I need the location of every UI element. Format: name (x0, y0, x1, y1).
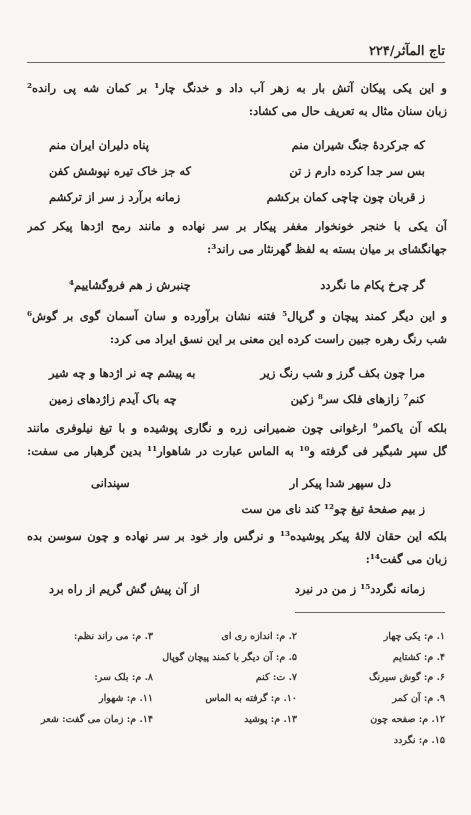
verse-couplet (49, 188, 425, 206)
verse-couplet (49, 136, 425, 154)
verse-hemistich-right: مرا چون بکف گرز و شب رنگ زیر (260, 366, 425, 380)
verse-hemistich-left: پناه دلیران ایران منم (49, 138, 149, 152)
page-header (27, 44, 445, 63)
footnote: ۲. م: اندازه ری ای (221, 631, 297, 642)
footnote: ۱۴. م: زمان می گفت: شعر (41, 714, 153, 725)
footnote: ۱۳. م: پوشید (244, 714, 297, 725)
verse-couplet (91, 474, 391, 492)
footnote: ۷. ت: کنم (255, 672, 297, 683)
verse-hemistich-left: چنبرش ز هم فروگشاییم⁴ (69, 278, 191, 292)
verse-hemistich-left: سپندانی (91, 476, 130, 490)
footnote: ۳. م: می راند نظم: (73, 631, 153, 642)
footnote: ۱۰. م: گرفته به الماس (205, 693, 297, 704)
footnote: ۵. م: آن دیگر با کمند پیچان گوپال (162, 652, 297, 663)
footnote: ۶. م: گوش سیرنگ (369, 672, 445, 683)
body-line: و این یکی پیکان آتش بار به زهر آب داد و خدنگ چار¹ بر کمان شه پی رانده² (27, 81, 447, 95)
verse-hemistich-left: به پیشم چه نر اژدها و چه شیر (49, 366, 196, 380)
verse-couplet (49, 364, 425, 382)
verse-hemistich-right: که جرکردهٔ جنگ شیران منم (291, 138, 425, 152)
verse-couplet (49, 390, 425, 408)
footnote: ۱۵. م: نگردد (393, 735, 445, 746)
body-line: زبان سنان مثال به تعریف حال می کشاد: (248, 104, 447, 118)
verse-hemistich-left: چه باک آیدم زاژدهای زمین (49, 392, 177, 406)
verse-couplet (49, 580, 425, 598)
verse-hemistich-right: ز قربان چون چاچی کمان برکشم (266, 190, 425, 204)
footnote: ۹. م: آن کمر (392, 693, 445, 704)
verse-hemistich-right: گر چرخ پکام ما نگردد (320, 278, 425, 292)
footnote: ۱. م: یکی چهار (383, 631, 445, 642)
verse-couplet (69, 276, 425, 294)
verse-hemistich-left: از آن پیش گش گریم از راه برد (49, 582, 200, 596)
footnote: ۱۱. م: شهوار (98, 693, 153, 704)
verse-couplet (49, 162, 425, 180)
verse-hemistich-left: زمانه برآرد ز سر از ترکشم (49, 190, 181, 204)
page-title: تاج المآثر/۲۲۴ (368, 44, 445, 59)
body-line: و این دیگر کمند پیچان و گرپال⁵ فتنه نشان برآورده و سان آسمان گوی بر گوش⁶ (27, 309, 447, 323)
body-line: بلکه این حقان لالهٔ پیکر پوشیده¹³ و نرگس وار خود بر سر نهاده و چون سوسن بده (27, 529, 447, 543)
body-line: شب رنگ رهره جبین راست کرده این معنی بر این نسق ایراد می کرد: (109, 332, 447, 346)
footnote-separator (295, 612, 445, 613)
body-line: جهانگشای بر میان بسته به لفظ گهرنثار می راند³: (207, 242, 447, 256)
body-line: آن یکی با خنجر خونخوار مغفر پیکار بر سر نهاده و مانند رمح اژدها پیکر کمر (27, 219, 447, 233)
footnote: ۱۲. م: صفحه چون (370, 714, 445, 725)
body-line: بلکه آن یاکمر⁹ ارغوانی چون ضمیرانی زره و نگاری پوشیده و با تیغ نیلوفری مانند (27, 421, 447, 435)
verse-couplet (49, 500, 425, 518)
footnote: ۸. م: بلک سر: (94, 672, 153, 683)
verse-hemistich-right: دل سپهر شدا پیکر ار (289, 476, 391, 490)
body-line: زبان می گفت¹⁴: (365, 552, 447, 566)
verse-hemistich-right: کنم⁷ زازهای فلک سر⁸ زکین (290, 392, 425, 406)
verse-hemistich-left: که جز خاک تیره نپوشش کفن (49, 164, 192, 178)
verse-hemistich-right: بس سر جدا کرده دارم ز تن (289, 164, 425, 178)
body-line: گل سپر شبگیر فی گرفته و¹⁰ به الماس عبارت در شاهوار¹¹ بدین گرهبار می سفت: (27, 444, 447, 458)
verse-hemistich-right: ز بیم صفحهٔ تیغ چو¹² کند نای من ست (241, 502, 425, 516)
verse-hemistich-right: زمانه نگردد¹⁵ ز من در نبرد (294, 582, 425, 596)
footnote: ۴. م: کشتایم (392, 652, 445, 663)
